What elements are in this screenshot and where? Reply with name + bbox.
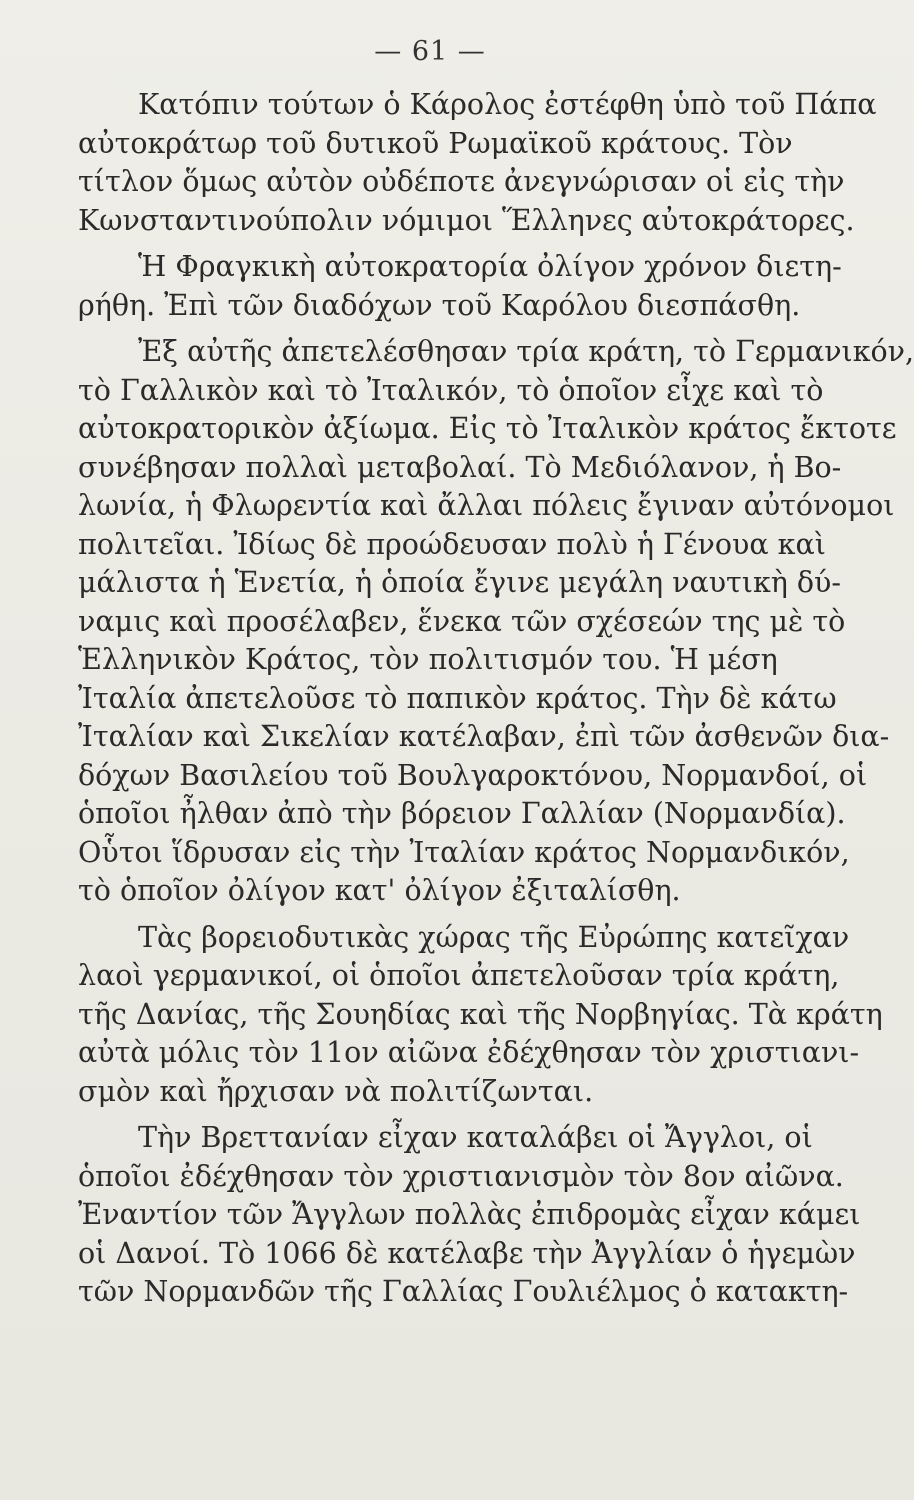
text-line: Τὰς βορειοδυτικὰς χώρας τῆς Εὐρώπης κατεῖχαν — [138, 920, 850, 954]
text-line: ρήθη. Ἐπὶ τῶν διαδόχων τοῦ Καρόλου διεσπάσθη. — [78, 288, 801, 322]
text-line: πολιτεῖαι. Ἰδίως δὲ προώδευσαν πολὺ ἡ Γένουα καὶ — [78, 527, 826, 561]
paragraph — [78, 86, 877, 240]
text-line: ὁποῖοι ἦλθαν ἀπὸ τὴν βόρειον Γαλλίαν (Νορμανδία). — [78, 797, 846, 830]
text-line: Κατόπιν τούτων ὁ Κάρολος ἐστέφθη ὑπὸ τοῦ Πάπα — [138, 88, 877, 121]
text-line: τῆς Δανίας, τῆς Σουηδίας καὶ τῆς Νορβηγίας. Τὰ κράτη — [78, 997, 883, 1031]
text-line: Ἐξ αὐτῆς ἀπετελέσθησαν τρία κράτη, τὸ Γερμανικόν, — [138, 335, 914, 368]
text-line: Ἑλληνικὸν Κράτος, τὸν πολιτισμόν του. Ἡ μέση — [78, 643, 778, 676]
text-line: ὁποῖοι ἐδέχθησαν τὸν χριστιανισμὸν τὸν 8ον αἰῶνα. — [78, 1159, 844, 1193]
body-text — [78, 86, 914, 1320]
text-line: τὸ ὁποῖον ὀλίγον κατ' ὀλίγον ἐξιταλίσθη. — [78, 874, 681, 907]
text-line: αὐτοκράτωρ τοῦ δυτικοῦ Ρωμαϊκοῦ κράτους. Τὸν — [78, 126, 793, 160]
text-line: Οὗτοι ἵδρυσαν εἰς τὴν Ἰταλίαν κράτος Νορμανδικόν, — [78, 835, 850, 869]
text-line: τὸ Γαλλικὸν καὶ τὸ Ἰταλικόν, τὸ ὁποῖον εἶχε καὶ τὸ — [78, 373, 824, 407]
text-line: λωνία, ἡ Φλωρεντία καὶ ἄλλαι πόλεις ἔγιναν αὐτόνομοι — [78, 489, 895, 522]
text-line: σμὸν καὶ ἤρχισαν νὰ πολιτίζωνται. — [78, 1074, 594, 1108]
paragraph — [78, 919, 883, 1112]
text-line: Τὴν Βρεττανίαν εἶχαν καταλάβει οἱ Ἄγγλοι, οἱ — [138, 1121, 813, 1154]
text-line: μάλιστα ἡ Ἑνετία, ἡ ὁποία ἔγινε μεγάλη ναυτικὴ δύ- — [78, 566, 842, 599]
text-line: λαοὶ γερμανικοί, οἱ ὁποῖοι ἀπετελοῦσαν τρία κράτη, — [78, 959, 840, 992]
text-line: Ἰταλία ἀπετελοῦσε τὸ παπικὸν κράτος. Τὴν δὲ κάτω — [78, 681, 837, 715]
text-line: τίτλον ὅμως αὐτὸν οὐδέποτε ἀνεγνώρισαν οἱ εἰς τὴν — [78, 165, 845, 198]
text-line: αὐτὰ μόλις τὸν 11ον αἰῶνα ἐδέχθησαν τὸν χριστιανι- — [78, 1036, 860, 1069]
text-line: συνέβησαν πολλαὶ μεταβολαί. Τὸ Μεδιόλανον, ἡ Βο- — [78, 450, 842, 484]
text-line: οἱ Δανοί. Τὸ 1066 δὲ κατέλαβε τὴν Ἀγγλίαν ὁ ἡγεμὼν — [78, 1236, 856, 1270]
page-number: — 61 — — [374, 36, 486, 67]
text-line: Ἐναντίον τῶν Ἄγγλων πολλὰς ἐπιδρομὰς εἶχαν κάμει — [78, 1198, 861, 1231]
text-line: ναμις καὶ προσέλαβεν, ἕνεκα τῶν σχέσεών της μὲ τὸ — [78, 604, 846, 638]
text-line: Ἰταλίαν καὶ Σικελίαν κατέλαβαν, ἐπὶ τῶν ἀσθενῶν δια- — [78, 720, 890, 753]
text-line: Κωνσταντινούπολιν νόμιμοι Ἕλληνες αὐτοκράτορες. — [78, 203, 855, 237]
text-line: Ἡ Φραγκικὴ αὐτοκρατορία ὀλίγον χρόνον διετη- — [138, 250, 842, 283]
text-line: αὐτοκρατορικὸν ἀξίωμα. Εἰς τὸ Ἰταλικὸν κράτος ἔκτοτε — [78, 412, 897, 445]
paragraph — [78, 333, 914, 911]
paragraph — [78, 248, 848, 325]
text-line: τῶν Νορμανδῶν τῆς Γαλλίας Γουλιέλμος ὁ κατακτη- — [78, 1275, 849, 1308]
paragraph — [78, 1119, 861, 1312]
text-line: δόχων Βασιλείου τοῦ Βουλγαροκτόνου, Νορμανδοί, οἱ — [78, 758, 868, 792]
